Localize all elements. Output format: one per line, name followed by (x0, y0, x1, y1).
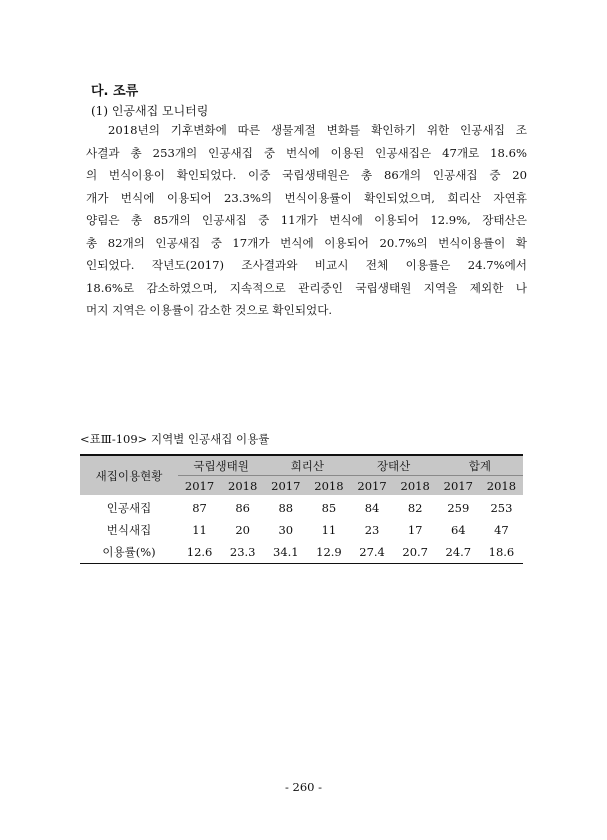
paragraph-line: 인되었다. 작년도(2017) 조사결과와 비교시 전체 이용률은 24.7%에서 (86, 258, 527, 272)
table-cell: 47 (494, 523, 509, 537)
group-header: 국립생태원 (178, 455, 264, 476)
group-header: 합계 (437, 455, 523, 476)
subsection-title: (1) 인공새집 모니터링 (91, 104, 209, 118)
year-header: 2018 (314, 478, 344, 493)
body-paragraph (86, 119, 527, 322)
paragraph-line: 양림은 총 85개의 인공새집 중 11개가 번식에 이용되어 12.9%, 장태산은 (86, 213, 527, 227)
page-number: - 260 - (284, 780, 323, 794)
table-cell: 85 (321, 501, 337, 515)
year-header: 2018 (228, 478, 258, 493)
paragraph-line: 사결과 총 253개의 인공새집 중 번식에 이용된 인공새집은 47개로 18.6% (86, 145, 527, 160)
table-cell: 23.3 (221, 541, 264, 564)
table-cell: 84 (364, 501, 380, 515)
table-cell: 253 (490, 501, 513, 515)
paragraph-line: 2018년의 기후변화에 따른 생물계절 변화를 확인하기 위한 인공새집 조 (108, 123, 527, 137)
table-cell: 82 (407, 501, 423, 515)
table-row (80, 519, 523, 541)
table-cell: 17 (407, 523, 423, 537)
year-header: 2018 (400, 478, 430, 493)
row-label: 인공새집 (106, 501, 152, 515)
table-cell: 18.6 (480, 541, 523, 564)
year-header: 2017 (443, 478, 473, 493)
table-cell: 12.9 (307, 541, 350, 564)
table-cell: 12.6 (178, 541, 221, 564)
table-cell: 20.7 (394, 541, 437, 564)
group-header: 희리산 (264, 455, 350, 476)
table-cell: 11 (321, 523, 337, 537)
row-label: 이용률(%) (80, 541, 178, 564)
group-header: 장태산 (351, 455, 437, 476)
table-header-row (80, 455, 523, 476)
paragraph-line: 의 번식이용이 확인되었다. 이중 국립생태원은 총 86개의 인공새집 중 20 (86, 168, 527, 182)
table-cell: 259 (447, 501, 470, 515)
paragraph-line: 머지 지역은 이용률이 감소한 것으로 확인되었다. (86, 303, 333, 317)
corner-header: 새집이용현황 (95, 468, 163, 483)
paragraph-line: 18.6%로 감소하였으며, 지속적으로 관리중인 국립생태원 지역을 제외한 나 (86, 280, 527, 295)
table-cell: 88 (278, 501, 294, 515)
year-header: 2017 (357, 478, 387, 493)
table-cell: 11 (192, 523, 207, 537)
table-cell: 23 (364, 523, 380, 537)
table-row (80, 495, 523, 519)
nest-usage-table (80, 454, 523, 564)
table-cell: 27.4 (351, 541, 394, 564)
paragraph-line: 개가 번식에 이용되어 23.3%의 번식이용률이 확인되었으며, 희리산 자연휴 (86, 190, 527, 205)
table-cell: 34.1 (264, 541, 307, 564)
table-cell: 20 (235, 523, 250, 537)
table-caption: <표Ⅲ-109> 지역별 인공새집 이용률 (80, 432, 270, 446)
row-label: 번식새집 (106, 523, 152, 537)
table-row (80, 541, 523, 564)
table-cell: 86 (235, 501, 250, 515)
year-header: 2017 (271, 478, 301, 493)
year-header: 2017 (184, 478, 215, 493)
table-cell: 30 (278, 523, 294, 537)
table-cell: 24.7 (437, 541, 480, 564)
table-cell: 87 (192, 501, 207, 515)
table-cell: 64 (450, 523, 466, 537)
year-header: 2018 (486, 478, 517, 493)
section-title: 다. 조류 (91, 84, 139, 99)
paragraph-line: 총 82개의 인공새집 중 17개가 번식에 이용되어 20.7%의 번식이용률이 확 (86, 235, 527, 250)
